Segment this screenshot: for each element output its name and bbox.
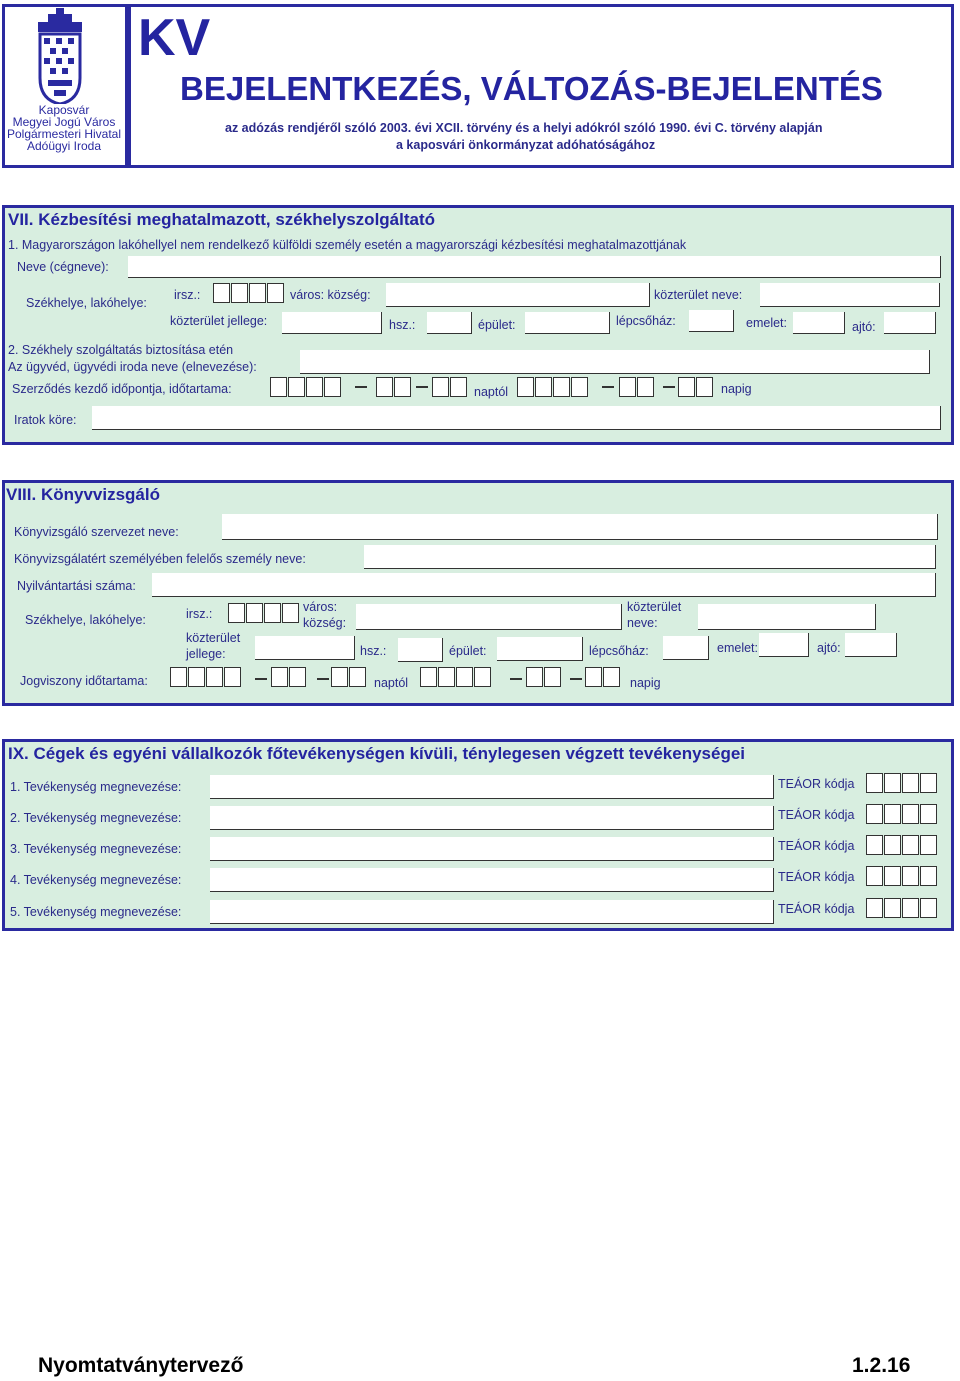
teaor-code-cells[interactable] [866, 898, 938, 918]
city-line-2: Megyei Jogú Város [12, 115, 116, 129]
teaor-code-cells[interactable] [866, 804, 938, 824]
s7-street-label: közterület neve: [654, 288, 743, 302]
activity-input[interactable] [210, 868, 774, 892]
teaor-label: TEÁOR kódja [778, 870, 855, 884]
s7-from-label: naptól [474, 385, 509, 399]
teaor-code-cell[interactable] [866, 773, 883, 793]
s7-door-input[interactable] [884, 312, 936, 334]
s8-duration-label: Jogviszony időtartama: [20, 674, 148, 688]
activity-input[interactable] [210, 900, 774, 924]
activity-input[interactable] [210, 775, 774, 799]
s8-org-label: Könyvizsgáló szervezet neve: [14, 525, 179, 539]
s7-floor-label: emelet: [746, 316, 787, 330]
s8-to-year-cells[interactable] [420, 667, 492, 687]
s7-hsz-label: hsz.: [389, 318, 416, 332]
s8-org-input[interactable] [222, 514, 938, 540]
s7-street-input[interactable] [760, 283, 940, 307]
section-vii-title: VII. Kézbesítési meghatalmazott, székhelyszolgáltató [8, 210, 436, 229]
s7-stair-input[interactable] [689, 310, 734, 332]
s7-building-input[interactable] [525, 312, 610, 334]
s7-dash [355, 386, 367, 388]
s7-from-year-cells[interactable] [270, 377, 342, 397]
teaor-code-cell[interactable] [902, 773, 919, 793]
teaor-code-cell[interactable] [866, 804, 883, 824]
s7-irsz-cells[interactable] [213, 283, 285, 303]
s8-dash [255, 678, 267, 680]
form-code: KV [138, 9, 211, 67]
s7-seat-label: Székhelye, lakóhelye: [26, 296, 147, 310]
law-reference-1: az adózás rendjéről szóló 2003. évi XCII. törvény és a helyi adókról szóló 1990. évi C. törvény alapján [225, 121, 823, 135]
s8-reg-label: Nyilvántartási száma: [17, 579, 136, 593]
teaor-code-cell[interactable] [884, 804, 901, 824]
teaor-label: TEÁOR kódja [778, 839, 855, 853]
teaor-code-cell[interactable] [920, 804, 937, 824]
s7-service-label: 2. Székhely szolgáltatás biztosítása etén [8, 343, 234, 357]
teaor-code-cells[interactable] [866, 773, 938, 793]
teaor-code-cells[interactable] [866, 835, 938, 855]
teaor-code-cell[interactable] [902, 804, 919, 824]
city-line-4: Adóügyi Iroda [26, 139, 102, 153]
s7-dash [663, 386, 675, 388]
activity-label: 3. Tevékenység megnevezése: [10, 842, 182, 856]
s7-floor-input[interactable] [793, 312, 845, 334]
teaor-code-cells[interactable] [866, 866, 938, 886]
teaor-code-cell[interactable] [902, 866, 919, 886]
s7-dash [416, 386, 428, 388]
s8-city-line-1: város: [303, 600, 338, 614]
s8-stair-input[interactable] [663, 636, 709, 660]
section-ix-title: IX. Cégek és egyéni vállalkozók főtevékenységen kívüli, ténylegesen végzett tevékenységei [8, 744, 746, 763]
s8-dash [317, 678, 329, 680]
teaor-label: TEÁOR kódja [778, 902, 855, 916]
activity-label: 4. Tevékenység megnevezése: [10, 873, 182, 887]
s8-type-input[interactable] [255, 636, 355, 660]
s8-street-label [627, 599, 681, 631]
s8-from-label: naptól [374, 676, 409, 690]
s7-contract-label: Szerződés kezdő időpontja, időtartama: [12, 382, 232, 396]
s7-hsz-input[interactable] [427, 312, 472, 334]
activity-input[interactable] [210, 837, 774, 861]
teaor-code-cell[interactable] [884, 898, 901, 918]
teaor-code-cell[interactable] [920, 898, 937, 918]
s8-from-month-cells[interactable] [271, 667, 307, 687]
teaor-code-cell[interactable] [920, 835, 937, 855]
s8-reg-input[interactable] [152, 573, 936, 597]
s8-to-month-cells[interactable] [526, 667, 562, 687]
s7-to-month-cells[interactable] [619, 377, 655, 397]
activity-label: 1. Tevékenység megnevezése: [10, 780, 182, 794]
teaor-code-cell[interactable] [866, 866, 883, 886]
s8-door-input[interactable] [845, 633, 897, 657]
s8-hsz-input[interactable] [398, 638, 443, 662]
s7-docs-input[interactable] [92, 406, 941, 430]
teaor-code-cell[interactable] [884, 835, 901, 855]
coat-of-arms-icon [34, 8, 86, 104]
s7-name-label: Neve (cégneve): [17, 260, 109, 274]
s7-stair-label: lépcsőház: [616, 314, 676, 328]
s8-street-line-2: neve: [627, 616, 658, 630]
teaor-code-cell[interactable] [902, 898, 919, 918]
s8-dash [510, 678, 522, 680]
s7-dash [602, 386, 614, 388]
s8-type-line-2: jellege: [186, 647, 226, 661]
s8-irsz-cells[interactable] [228, 603, 300, 623]
teaor-code-cell[interactable] [884, 773, 901, 793]
s7-street-type-label: közterület jellege: [170, 314, 268, 328]
s8-person-input[interactable] [364, 545, 936, 569]
s8-to-day-cells[interactable] [585, 667, 621, 687]
teaor-code-cell[interactable] [866, 898, 883, 918]
law-reference-2: a kaposvári önkormányzat adóhatóságához [396, 138, 656, 152]
s7-from-day-cells[interactable] [432, 377, 468, 397]
teaor-label: TEÁOR kódja [778, 777, 855, 791]
s8-dash [570, 678, 582, 680]
s7-to-label: napig [721, 382, 752, 396]
s8-type-line-1: közterület [186, 631, 241, 645]
city-line-1: Kaposvár [38, 103, 90, 117]
s8-irsz-label: irsz.: [186, 607, 213, 621]
footer-designer: Nyomtatványtervező [38, 1354, 244, 1377]
s8-city-line-2: község: [303, 616, 347, 630]
s7-door-label: ajtó: [852, 320, 876, 334]
s7-name-input[interactable] [128, 256, 941, 278]
s7-street-type-input[interactable] [282, 312, 382, 334]
s7-lawyer-input[interactable] [300, 350, 930, 374]
s8-from-year-cells[interactable] [170, 667, 242, 687]
s7-to-year-cells[interactable] [517, 377, 589, 397]
activity-label: 2. Tevékenység megnevezése: [10, 811, 182, 825]
s8-from-day-cells[interactable] [331, 667, 367, 687]
teaor-label: TEÁOR kódja [778, 808, 855, 822]
s8-city-input[interactable] [356, 604, 622, 630]
s7-lawyer-label: Az ügyvéd, ügyvédi iroda neve (elnevezése): [8, 360, 257, 374]
city-line-3: Polgármesteri Hivatal [6, 127, 122, 141]
s8-street-line-1: közterület [627, 600, 682, 614]
city-name [2, 104, 126, 152]
s8-floor-input[interactable] [759, 633, 809, 657]
s7-intro: 1. Magyarországon lakóhellyel nem rendelkező külföldi személy esetén a magyarországi kézbesítési meghatalmazottjának [8, 238, 687, 252]
s8-person-label: Könyvizsgálatért személyében felelős személy neve: [14, 552, 306, 566]
s7-city-input[interactable] [386, 283, 650, 307]
s8-seat-label: Székhelye, lakóhelye: [25, 613, 146, 627]
teaor-code-cell[interactable] [920, 866, 937, 886]
teaor-code-cell[interactable] [884, 866, 901, 886]
activity-label: 5. Tevékenység megnevezése: [10, 905, 182, 919]
section-viii-title: VIII. Könyvvizsgáló [6, 485, 160, 504]
s8-building-label: épület: [449, 644, 487, 658]
s7-docs-label: Iratok köre: [14, 413, 77, 427]
teaor-code-cell[interactable] [866, 835, 883, 855]
s8-door-label: ajtó: [817, 641, 841, 655]
s8-floor-label: emelet: [717, 641, 758, 655]
s8-type-label [186, 630, 240, 662]
s8-stair-label: lépcsőház: [589, 644, 649, 658]
s7-building-label: épület: [478, 318, 516, 332]
footer-version: 1.2.16 [852, 1354, 911, 1377]
activity-input[interactable] [210, 806, 774, 830]
s7-from-month-cells[interactable] [376, 377, 412, 397]
s8-hsz-label: hsz.: [360, 644, 387, 658]
s7-city-label: város: község: [290, 288, 371, 302]
teaor-code-cell[interactable] [920, 773, 937, 793]
page-title: BEJELENTKEZÉS, VÁLTOZÁS-BEJELENTÉS [180, 70, 883, 107]
s8-city-label [303, 599, 346, 631]
s8-building-input[interactable] [497, 637, 583, 661]
teaor-code-cell[interactable] [902, 835, 919, 855]
s7-irsz-label: irsz.: [174, 288, 201, 302]
s8-to-label: napig [630, 676, 661, 690]
s7-to-day-cells[interactable] [678, 377, 714, 397]
s8-street-input[interactable] [698, 604, 876, 630]
